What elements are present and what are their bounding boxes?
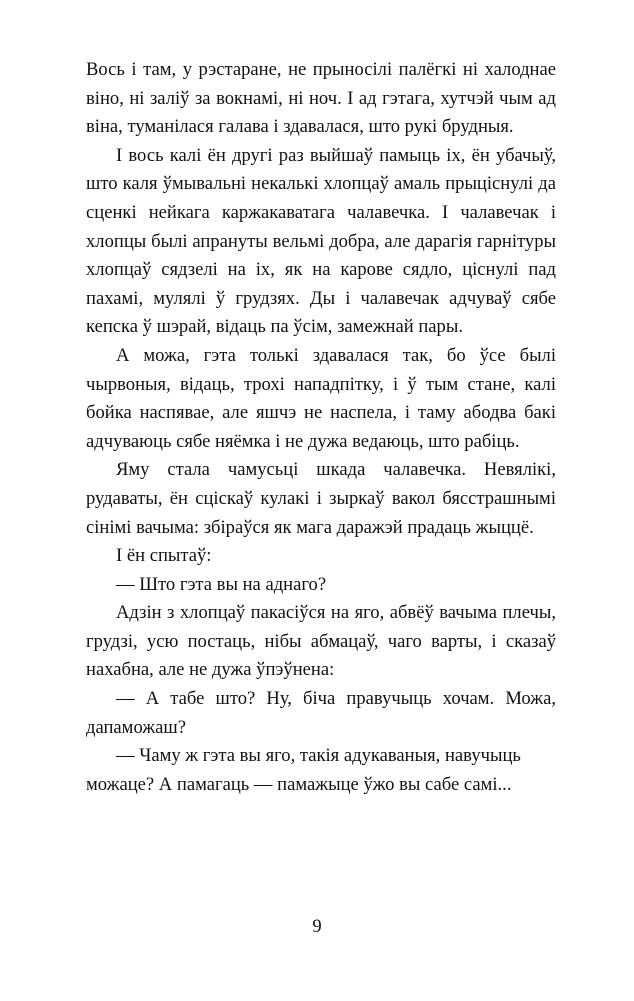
- paragraph: Яму стала чамусьці шкада чалавечка. Невялікі, рудаваты, ён сціскаў кулакі і зыркаў вакол бясстрашнымі сінімі вачыма: збіраўся як мага даражэй прадаць жыццё.: [86, 459, 556, 538]
- paragraph: Адзін з хлопцаў пакасіўся на яго, абвёў вачыма плечы, грудзі, усю постаць, нібы абмацаў, чаго варты, і сказаў нахабна, але не дужа ўпэўнена:: [86, 602, 556, 681]
- dialogue-line: — А табе што? Ну, біча правучыць хочам. Можа, дапаможаш?: [86, 688, 556, 738]
- paragraph: І ён спытаў:: [116, 545, 212, 567]
- page-text-body: [86, 56, 556, 799]
- paragraph: Вось і там, у рэстаране, не прыносілі палёгкі ні халоднае віно, ні заліў за вокнамі, ні ноч. І ад гэтага, хутчэй чым ад віна, туманілася галава і здавалася, што рукі брудныя.: [86, 59, 556, 138]
- page-number: 9: [312, 916, 322, 937]
- dialogue-line: — Што гэта вы на аднаго?: [116, 573, 327, 595]
- paragraph: І вось калі ён другі раз выйшаў памыць іх, ён убачыў, што каля ўмывальні некалькі хлопцаў амаль прыціснулі да сценкі нейкага каржакаватага чалавечка. І чалавечак і хлопцы былі апрануты вельмі добра, але дарагія гарнітуры хлопцаў сядзелі на іх, як на карове сядло, ціснулі пад пахамі, мулялі ў грудзях. Ды і чалавечак адчуваў сябе кепска ў шэрай, відаць па ўсім, замежнай пары.: [86, 144, 556, 338]
- paragraph: А можа, гэта толькі здавалася так, бо ўсе былі чырвоныя, відаць, трохі нападпітку, і ў тым стане, калі бойка наспявае, але яшчэ не наспела, і таму абодва бакі адчуваюць сябе няёмка і не дужа ведаюць, што рабіць.: [86, 344, 556, 452]
- dialogue-line: — Чаму ж гэта вы яго, такія адукаваныя, навучыць можаце? А памагаць — памажыце ўжо вы сабе самі...: [86, 745, 521, 795]
